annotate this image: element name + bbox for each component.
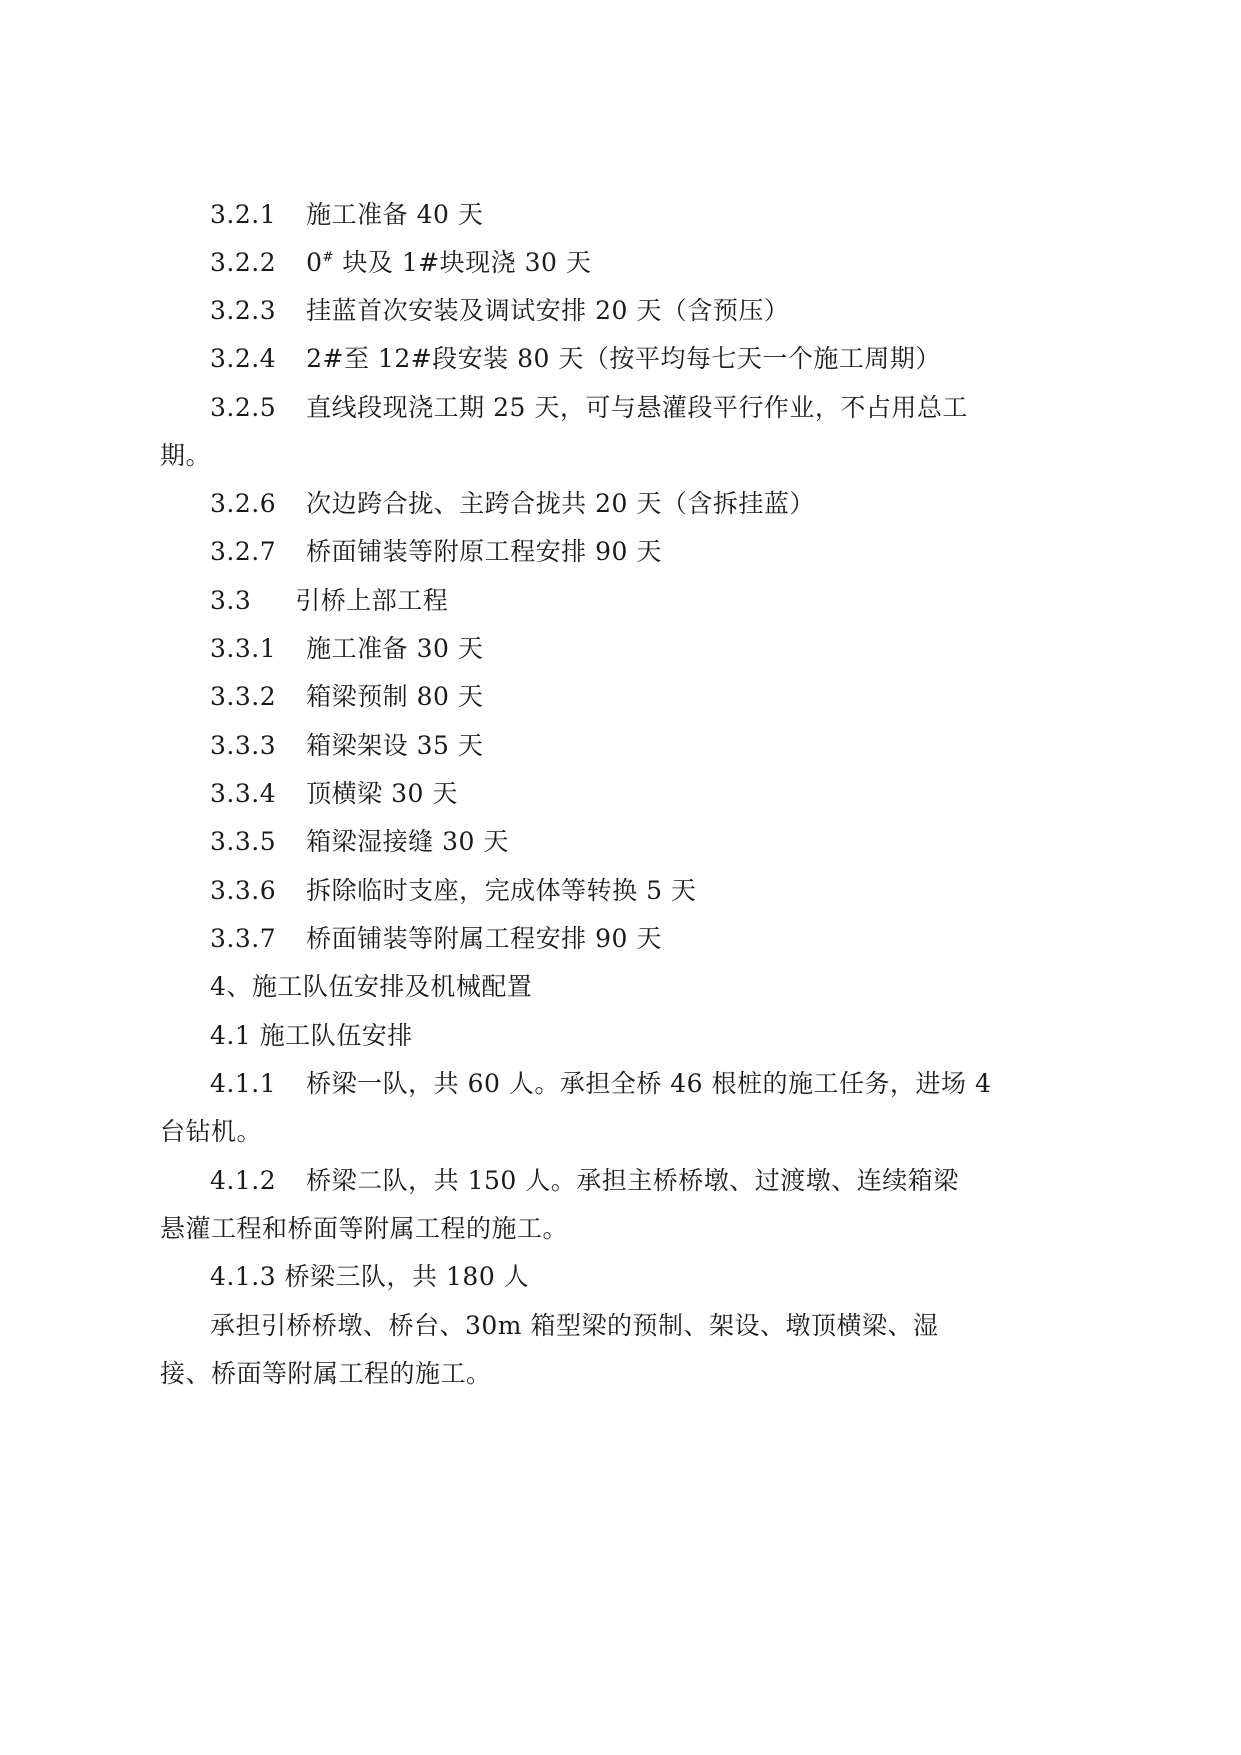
section-number: 3.3.7 — [210, 924, 277, 953]
section-number: 3.3.6 — [210, 876, 277, 905]
section-number: 4.1.2 — [210, 1166, 277, 1195]
superscript-hash: # — [322, 250, 334, 265]
item-text: 施工准备 40 天 — [306, 200, 484, 229]
section-4-heading — [210, 972, 532, 1002]
paragraph-text-continued: 接、桥面等附属工程的施工。 — [160, 1359, 492, 1388]
paragraph-4-1-3-detail — [210, 1311, 938, 1341]
item-text-b: 块及 1#块现浇 30 天 — [333, 248, 592, 277]
paragraph-text: 承担引桥桥墩、桥台、30m 箱型梁的预制、架设、墩顶横梁、湿 — [210, 1311, 939, 1340]
item-3-2-7 — [210, 537, 662, 567]
item-text: 拆除临时支座，完成体等转换 5 天 — [306, 876, 697, 905]
section-4-1-heading — [210, 1021, 413, 1051]
section-number: 3.3.5 — [210, 827, 277, 856]
item-text: 桥面铺装等附属工程安排 90 天 — [306, 924, 662, 953]
item-text: 箱梁湿接缝 30 天 — [306, 827, 509, 856]
section-number: 3.2.2 — [210, 248, 277, 277]
section-number: 3.2.4 — [210, 344, 277, 373]
item-3-3-2 — [210, 682, 483, 712]
item-text: 桥面铺装等附原工程安排 90 天 — [306, 537, 662, 566]
item-3-3-6 — [210, 876, 696, 906]
item-3-3-3 — [210, 731, 483, 761]
item-text: 直线段现浇工期 25 天，可与悬灌段平行作业，不占用总工 — [306, 393, 968, 422]
item-3-3-4 — [210, 779, 458, 809]
item-text-continued: 悬灌工程和桥面等附属工程的施工。 — [160, 1214, 569, 1243]
item-text: 箱梁预制 80 天 — [306, 682, 484, 711]
section-number: 3.2.3 — [210, 296, 277, 325]
section-number: 3.3.2 — [210, 682, 277, 711]
item-3-2-3 — [210, 296, 789, 326]
item-text-continued: 期。 — [160, 441, 212, 470]
item-text: 次边跨合拢、主跨合拢共 20 天（含拆挂蓝） — [306, 489, 815, 518]
section-number: 3.2.5 — [210, 393, 277, 422]
item-4-1-2 — [210, 1166, 959, 1196]
item-4-1-3 — [210, 1262, 529, 1292]
item-3-2-1 — [210, 200, 483, 230]
section-number: 3.2.7 — [210, 537, 277, 566]
item-text: 挂蓝首次安装及调试安排 20 天（含预压） — [306, 296, 790, 325]
item-text: 桥梁二队，共 150 人。承担主桥桥墩、过渡墩、连续箱梁 — [306, 1166, 959, 1195]
section-title: 引桥上部工程 — [295, 586, 449, 615]
item-3-3-7 — [210, 924, 662, 954]
item-text: 施工准备 30 天 — [306, 634, 484, 663]
section-number: 3.3.4 — [210, 779, 277, 808]
item-text: 2#至 12#段安装 80 天（按平均每七天一个施工周期） — [306, 344, 941, 373]
item-4-1-2-continued — [160, 1214, 568, 1244]
item-3-2-2 — [210, 248, 591, 278]
section-number: 4.1.1 — [210, 1069, 277, 1098]
item-text: 顶横梁 30 天 — [306, 779, 458, 808]
item-4-1-1 — [210, 1069, 991, 1099]
section-title: 4、施工队伍安排及机械配置 — [210, 972, 533, 1001]
paragraph-4-1-3-detail-continued — [160, 1359, 492, 1389]
section-number: 3.2.6 — [210, 489, 277, 518]
item-text-a: 0 — [306, 248, 323, 277]
item-text: 箱梁架设 35 天 — [306, 731, 484, 760]
item-3-2-6 — [210, 489, 815, 519]
item-text: 桥梁一队，共 60 人。承担全桥 46 根桩的施工任务，进场 4 — [306, 1069, 992, 1098]
item-3-2-4 — [210, 344, 941, 374]
item-3-3-5 — [210, 827, 509, 857]
section-number: 3.3.3 — [210, 731, 277, 760]
item-3-2-5-continued — [160, 441, 211, 471]
item-3-3-1 — [210, 634, 483, 664]
section-title: 4.1 施工队伍安排 — [210, 1021, 413, 1050]
section-number: 3.3.1 — [210, 634, 277, 663]
section-number: 3.3 — [210, 586, 252, 615]
item-4-1-1-continued — [160, 1117, 262, 1147]
item-text-continued: 台钻机。 — [160, 1117, 263, 1146]
section-3-3-heading — [210, 586, 448, 616]
section-number: 3.2.1 — [210, 200, 277, 229]
item-text: 4.1.3 桥梁三队，共 180 人 — [210, 1262, 530, 1291]
item-3-2-5 — [210, 393, 968, 423]
